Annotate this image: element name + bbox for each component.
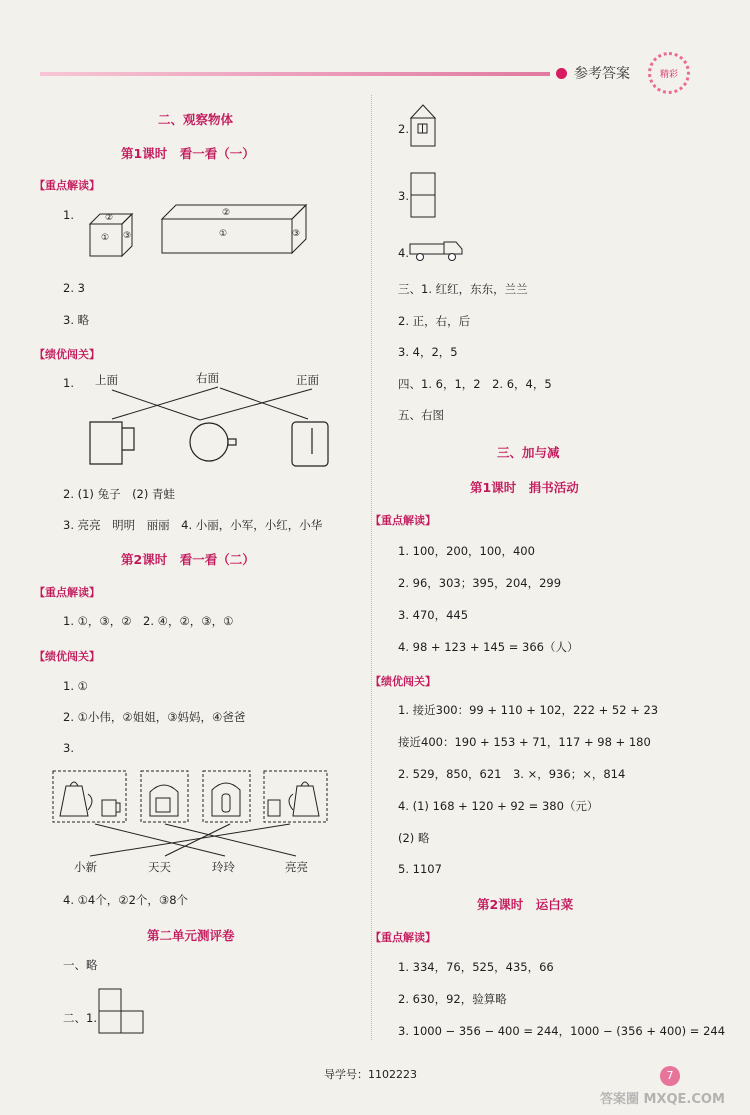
l2-key-answer: 1. ①，③，② 2. ④，②，③，① [63,614,234,628]
guide-number: 导学号：1102223 [324,1068,417,1081]
excel-answer-3: 3. 亮亮 明明 丽丽 4. 小丽，小军，小红，小华 [63,518,323,532]
stacked-rect-figure [410,172,438,220]
unit-test-answer-1: 一、略 [63,958,98,972]
tag-excel-3: 【绩优闯关】 [370,675,436,688]
cuboid-label-front: ① [219,229,228,239]
tag-key-2: 【重点解读】 [34,586,100,599]
tag-key-3: 【重点解读】 [370,514,436,527]
tag-excel-1: 【绩优闯关】 [34,348,100,361]
house-front-figure [410,104,440,148]
unit-test-title: 第二单元测评卷 [147,928,235,943]
lesson3-title: 第1课时 捐书活动 [470,480,579,495]
section-title-observe: 二、观察物体 [158,112,234,127]
page-number: 7 [666,1069,674,1082]
cube-label-side: ③ [123,231,132,241]
kid-name-tiantian: 天天 [148,860,171,874]
r-key2-2: 2. 630，92，验算略 [398,992,507,1006]
header-logo-text: 精彩 [659,69,678,80]
r-key2-1: 1. 334，76，525，435，66 [398,960,554,974]
header-title: 参考答案 [574,66,630,82]
lesson4-title: 第2课时 运白菜 [477,897,574,912]
cube-label-top: ② [105,213,114,223]
l2-excel-answer-3: 3. [63,741,74,755]
r-answer-3-number: 3. [398,189,409,203]
answer-1-3: 3. 略 [63,313,90,327]
r-excel-4: 4. (1) 168 + 120 + 92 = 380（元） [398,799,599,813]
r-san-2: 2. 正，右，后 [398,314,471,328]
r-key-3: 3. 470，445 [398,608,469,622]
page-number-badge [660,1066,680,1086]
lesson2-title: 第2课时 看一看（二） [121,552,255,567]
r-wu: 五、右图 [398,408,444,422]
r-excel-1b: 接近400：190 + 153 + 71，117 + 98 + 180 [398,735,651,749]
excel-1-number: 1. [63,376,74,390]
r-san-3: 3. 4，2，5 [398,345,458,359]
view-label-front: 正面 [296,373,319,387]
truck-figure [408,238,468,262]
watermark-logo: 答案圈 MXQE.COM [600,1092,725,1107]
cuboid-label-side: ③ [292,229,301,239]
kid-name-lingling: 玲玲 [212,860,235,874]
view-label-right: 右面 [196,371,219,385]
r-si: 四、1. 6，1，2 2. 6，4，5 [398,377,552,391]
block-grid-figure [98,988,148,1038]
r-answer-2-number: 2. [398,122,409,136]
lesson1-title: 第1课时 看一看（一） [121,146,255,161]
cube-label-front: ① [101,233,110,243]
kid-name-liangliang: 亮亮 [285,860,308,874]
answer-1-number: 1. [63,208,74,222]
l2-excel-answer-4: 4. ①4个，②2个，③8个 [63,893,189,907]
tag-key-1: 【重点解读】 [34,179,100,192]
section-title-add-sub: 三、加与减 [497,445,560,460]
r-key-4: 4. 98 + 123 + 145 = 366（人） [398,640,579,654]
tag-key-4: 【重点解读】 [370,931,436,944]
r-excel-4b: (2) 略 [398,831,430,845]
unit-test-answer-2: 二、1. [63,1011,97,1025]
r-key-2: 2. 96，303；395，204，299 [398,576,562,590]
r-answer-4-number: 4. [398,246,409,260]
r-key2-3: 3. 1000 − 356 − 400 = 244，1000 − (356 + 400) = 244 [398,1024,726,1038]
r-key-1: 1. 100，200，100，400 [398,544,535,558]
l2-excel-answer-1: 1. ① [63,679,88,693]
r-san-1: 三、1. 红红，东东，兰兰 [398,282,528,296]
answer-1-2: 2. 3 [63,281,85,295]
r-excel-1: 1. 接近300：99 + 110 + 102，222 + 52 + 23 [398,703,659,717]
tag-excel-2: 【绩优闯关】 [34,650,100,663]
cuboid-label-top: ② [222,208,231,218]
excel-answer-2: 2. (1) 兔子 (2) 青蛙 [63,487,176,501]
view-label-top: 上面 [95,373,118,387]
r-excel-5: 5. 1107 [398,862,442,876]
kid-name-xiaoxin: 小新 [74,860,97,874]
r-excel-2: 2. 529，850，621 3. ×，936；×，814 [398,767,626,781]
l2-excel-answer-2: 2. ①小伟，②姐姐，③妈妈，④爸爸 [63,710,246,724]
